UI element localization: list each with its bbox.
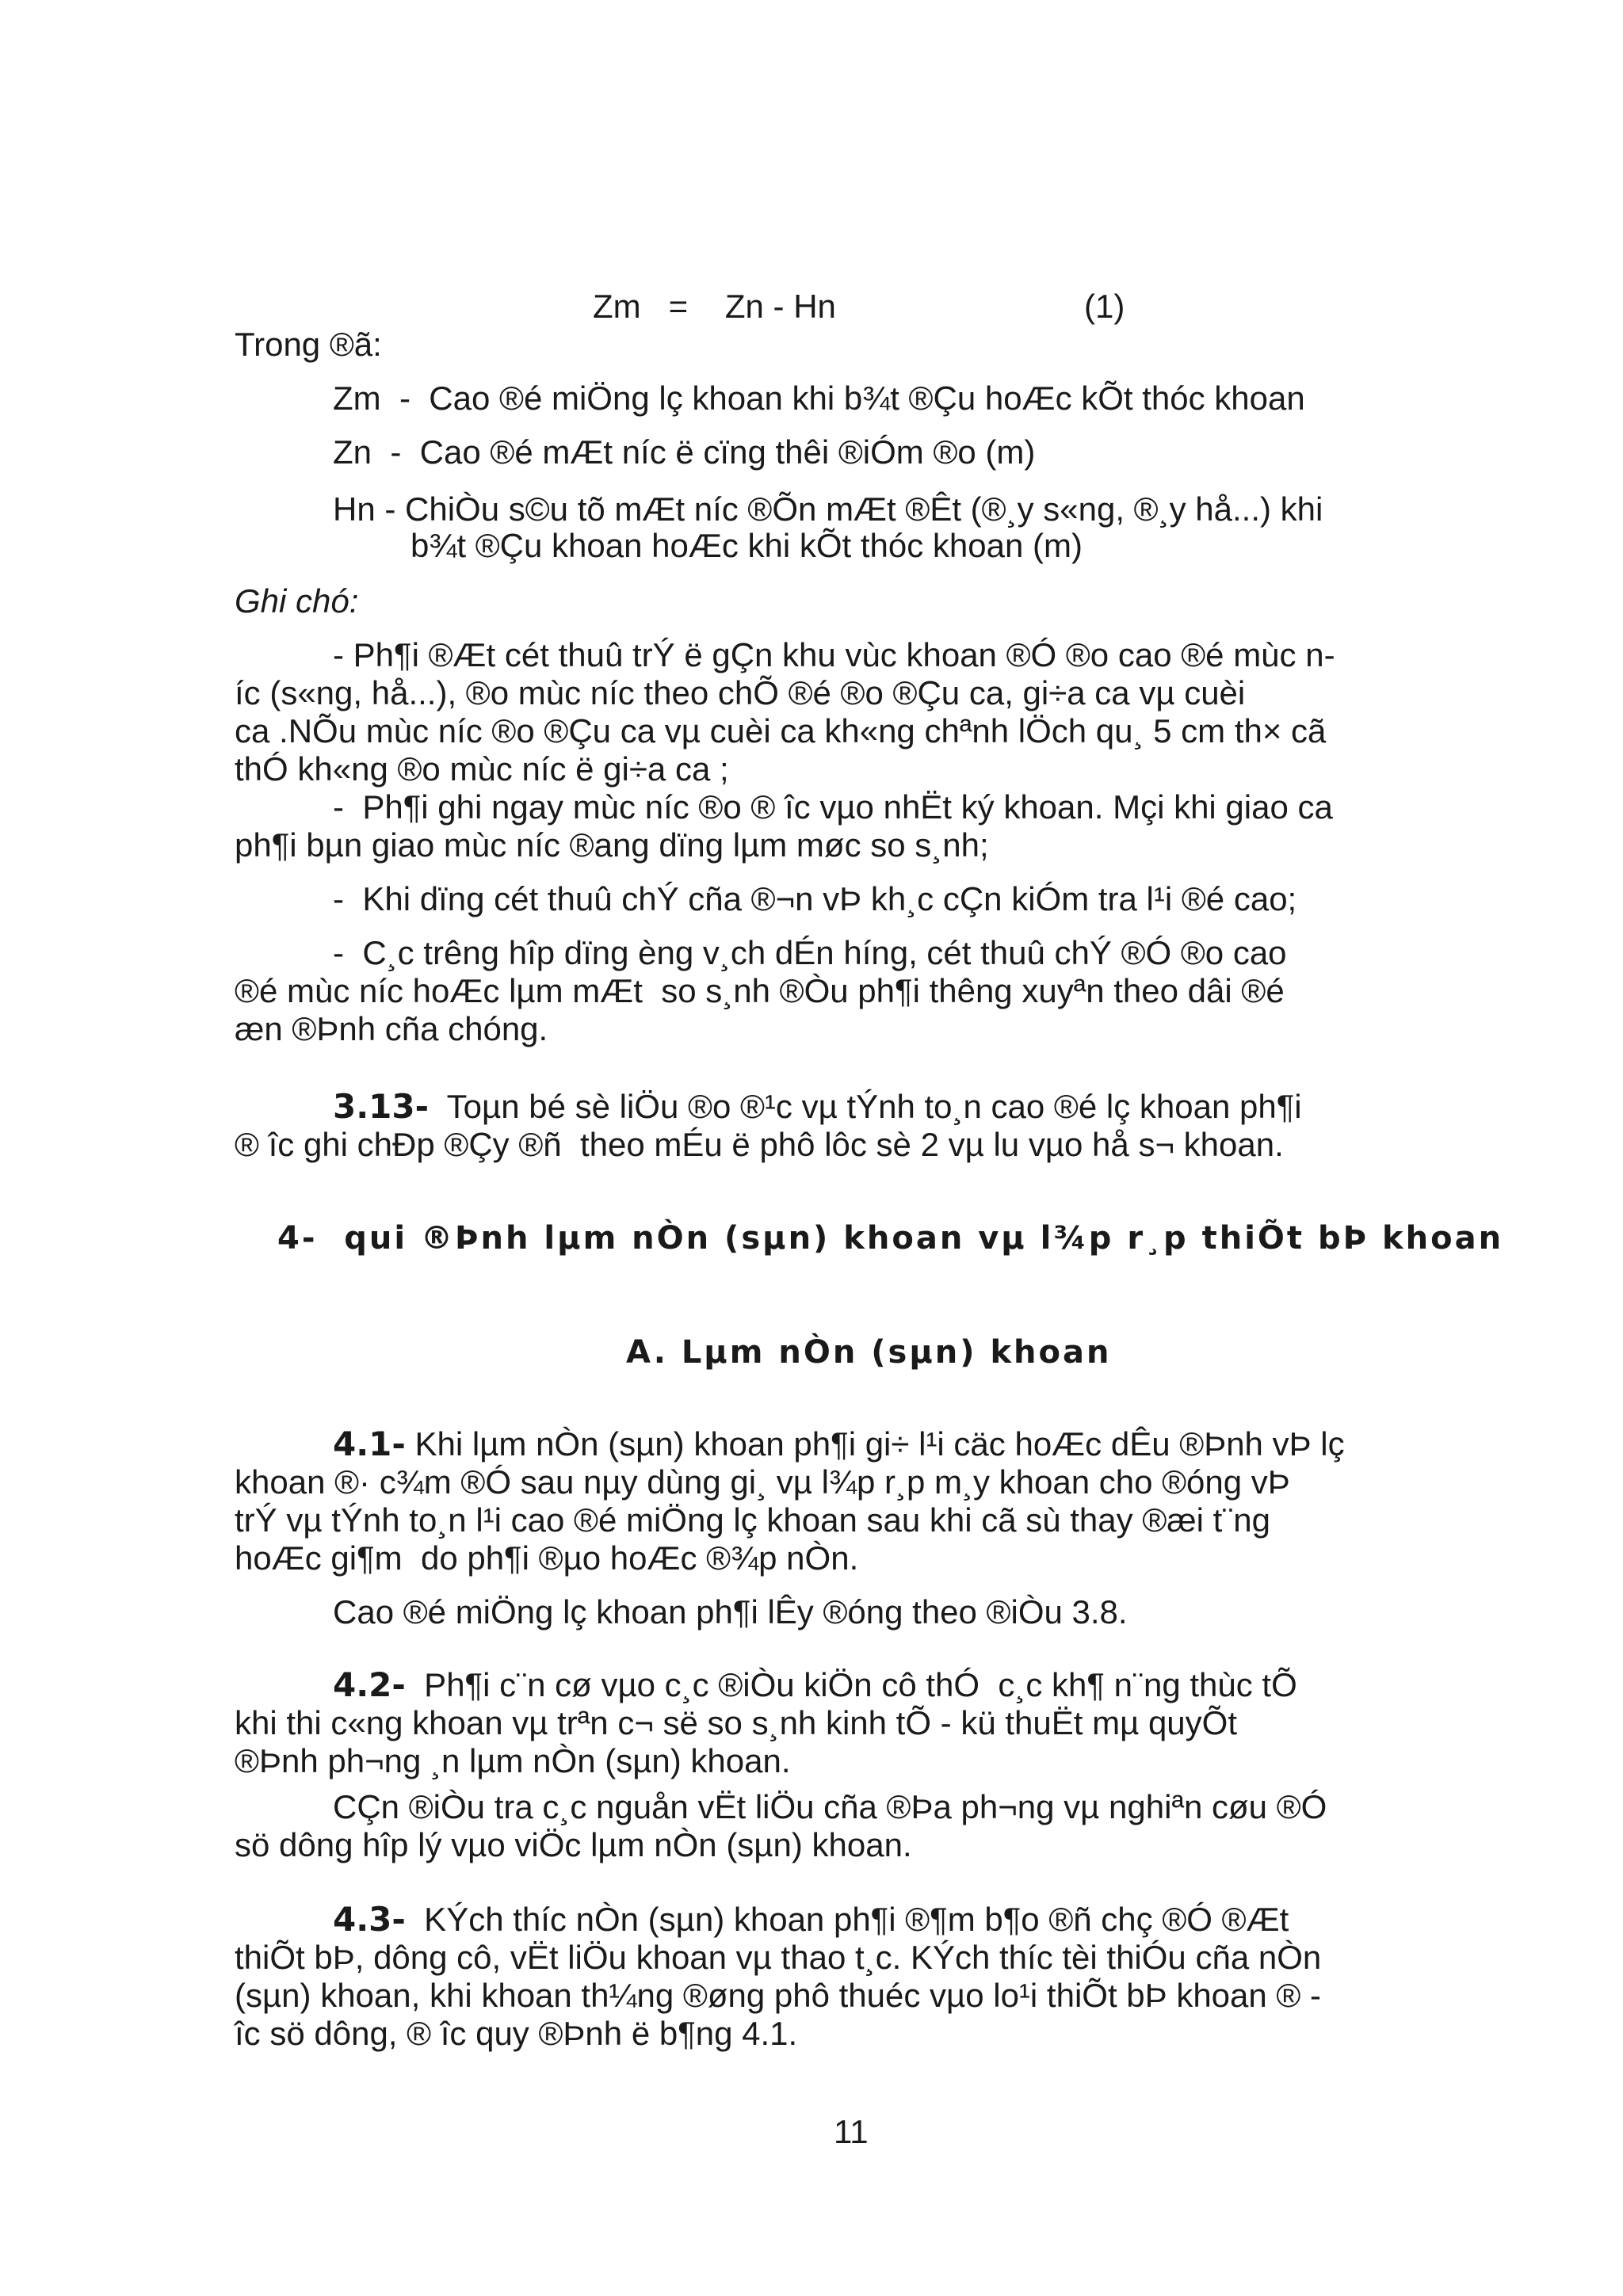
note-line: - Ph¶i ghi ngay mùc níc ®o ® îc vµo nhËt ký khoan. Mçi khi giao ca bbox=[333, 788, 1333, 826]
note-line: - Khi dïng cét thuû chÝ cña ®¬n vÞ kh¸c cÇn kiÓm tra l¹i ®é cao; bbox=[333, 880, 1297, 917]
para-41-line: hoÆc gi¶m do ph¶i ®µo hoÆc ®¾p nÒn. bbox=[235, 1539, 859, 1577]
para-42-number: 4.2- bbox=[333, 1665, 406, 1704]
note-line: ph¶i bµn giao mùc níc ®ang dïng lµm møc so s¸nh; bbox=[235, 826, 989, 864]
para-313-line bbox=[333, 1087, 1302, 1127]
para-313-number: 3.13- bbox=[333, 1087, 430, 1126]
note-line: - C¸c trêng hîp dïng èng v¸ch dÉn híng, cét thuû chÝ ®Ó ®o cao bbox=[333, 934, 1287, 971]
para-43-line: îc sö dông, ® îc quy ®Þnh ë b¶ng 4.1. bbox=[235, 2015, 798, 2052]
note-line: ®é mùc níc hoÆc lµm mÆt so s¸nh ®Òu ph¶i thêng xuyªn theo dâi ®é bbox=[235, 972, 1285, 1009]
note-label: Ghi chó: bbox=[235, 582, 359, 620]
para-42-line: sö dông hîp lý vµo viÖc lµm nÒn (sµn) khoan. bbox=[235, 1826, 912, 1863]
para-42-line: CÇn ®iÒu tra c¸c nguån vËt liÖu cña ®Þa ph¬ng vµ nghiªn cøu ®Ó bbox=[333, 1788, 1327, 1825]
definition-hn-cont: b¾t ®Çu khoan hoÆc khi kÕt thóc khoan (m) bbox=[411, 527, 1083, 564]
section-a-heading: A. Lµm nÒn (sµn) khoan bbox=[626, 1334, 1112, 1371]
note-line: æn ®Þnh cña chóng. bbox=[235, 1010, 548, 1047]
para-41-line bbox=[333, 1425, 1345, 1464]
note-line: - Ph¶i ®Æt cét thuû trÝ ë gÇn khu vùc khoan ®Ó ®o cao ®é mùc n- bbox=[333, 636, 1335, 673]
para-313-text: Toµn bé sè liÖu ®o ®¹c vµ tÝnh to¸n cao ®é lç khoan ph¶i bbox=[429, 1088, 1302, 1125]
para-41-line: trÝ vµ tÝnh to¸n l¹i cao ®é miÖng lç khoan sau khi cã sù thay ®æi t¨ng bbox=[235, 1501, 1270, 1539]
formula-text: Zm = Zn - Hn bbox=[593, 288, 836, 325]
para-43-line: (sµn) khoan, khi khoan th¼ng ®øng phô thuéc vµo lo¹i thiÕt bÞ khoan ® - bbox=[235, 1977, 1322, 2014]
para-313-line: ® îc ghi chÐp ®Çy ®ñ theo mÉu ë phô lôc sè 2 vµ lu vµo hå s¬ khoan. bbox=[235, 1126, 1284, 1163]
formula-number: (1) bbox=[1084, 288, 1125, 325]
para-42-line bbox=[333, 1665, 1297, 1705]
note-line: íc (s«ng, hå...), ®o mùc níc theo chÕ ®é ®o ®Çu ca, gi÷a ca vµ cuèi bbox=[235, 674, 1246, 711]
para-41-number: 4.1- bbox=[333, 1425, 406, 1463]
para-41-text: Khi lµm nÒn (sµn) khoan ph¶i gi÷ l¹i cäc hoÆc dÊu ®Þnh vÞ lç bbox=[405, 1425, 1345, 1463]
para-43-text: KÝch thíc nÒn (sµn) khoan ph¶i ®¶m b¶o ®ñ chç ®Ó ®Æt bbox=[405, 1901, 1289, 1938]
page-number: 11 bbox=[834, 2113, 869, 2150]
para-42-line: ®Þnh ph¬ng ¸n lµm nÒn (sµn) khoan. bbox=[235, 1742, 791, 1779]
para-43-line: thiÕt bÞ, dông cô, vËt liÖu khoan vµ thao t¸c. KÝch thíc tèi thiÓu cña nÒn bbox=[235, 1939, 1322, 1976]
para-43-number: 4.3- bbox=[333, 1900, 406, 1939]
definition-zm: Zm - Cao ®é miÖng lç khoan khi b¾t ®Çu hoÆc kÕt thóc khoan bbox=[333, 379, 1305, 417]
definition-hn: Hn - ChiÒu s©u tõ mÆt níc ®Õn mÆt ®Êt (®¸y s«ng, ®¸y hå...) khi bbox=[333, 490, 1323, 528]
where-label: Trong ®ã: bbox=[235, 326, 382, 363]
definition-zn: Zn - Cao ®é mÆt níc ë cïng thêi ®iÓm ®o (m) bbox=[333, 433, 1036, 471]
para-43-line bbox=[333, 1900, 1289, 1939]
note-line: ca .NÕu mùc níc ®o ®Çu ca vµ cuèi ca kh«ng chªnh lÖch qu¸ 5 cm th× cã bbox=[235, 712, 1327, 749]
para-41-line: Cao ®é miÖng lç khoan ph¶i lÊy ®óng theo ®iÒu 3.8. bbox=[333, 1593, 1128, 1630]
section-4-heading: 4- qui ®Þnh lµm nÒn (sµn) khoan vµ l¾p r¸p thiÕt bÞ khoan bbox=[277, 1220, 1504, 1257]
para-42-line: khi thi c«ng khoan vµ trªn c¬ së so s¸nh kinh tÕ - kü thuËt mµ quyÕt bbox=[235, 1704, 1238, 1741]
para-41-line: khoan ®· c¾m ®Ó sau nµy dùng gi¸ vµ l¾p r¸p m¸y khoan cho ®óng vÞ bbox=[235, 1463, 1290, 1501]
note-line: thÓ kh«ng ®o mùc níc ë gi÷a ca ; bbox=[235, 750, 729, 788]
para-42-text: Ph¶i c¨n cø vµo c¸c ®iÒu kiÖn cô thÓ c¸c kh¶ n¨ng thùc tÕ bbox=[405, 1666, 1297, 1703]
